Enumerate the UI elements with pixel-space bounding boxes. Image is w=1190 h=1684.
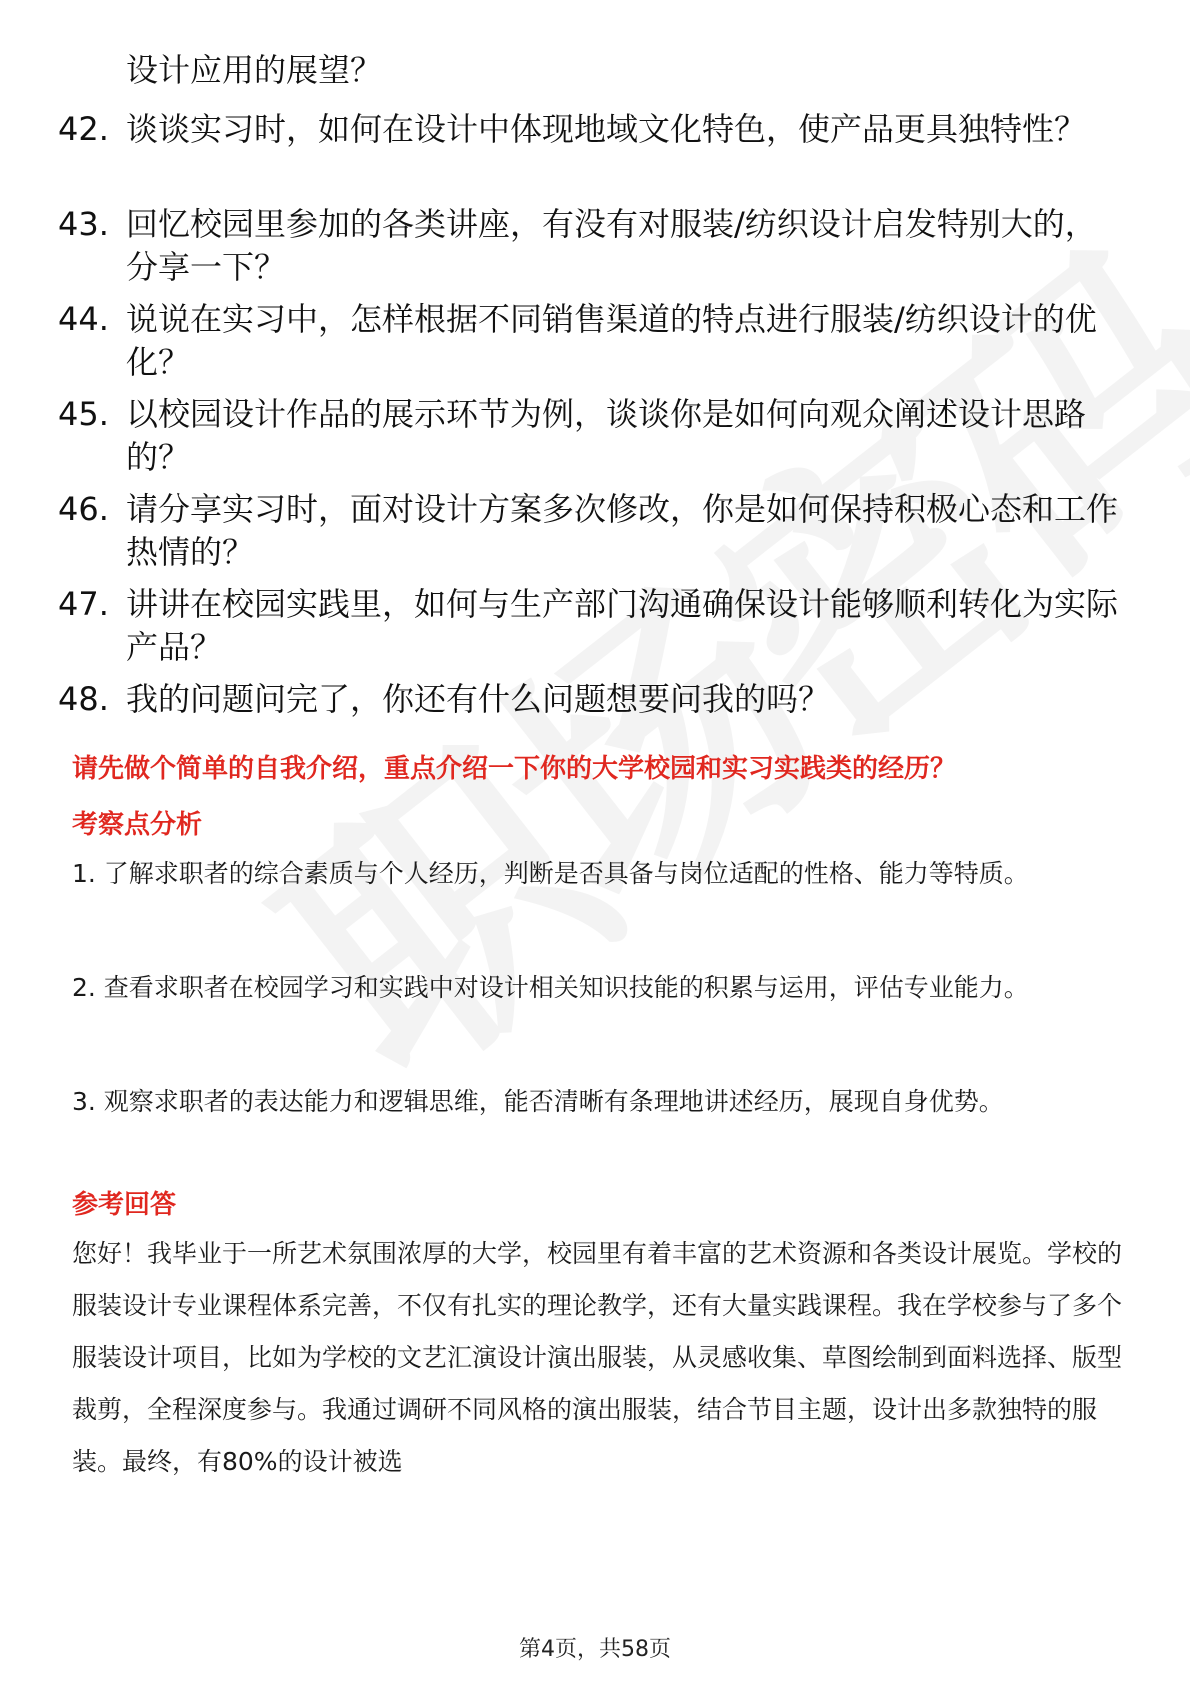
question-text: 以校园设计作品的展示环节为例，谈谈你是如何向观众阐述设计思路的？ (126, 395, 1087, 476)
question-number: 45. (58, 395, 109, 433)
question-text: 我的问题问完了，你还有什么问题想要问我的吗？ (126, 680, 831, 718)
question-text: 讲讲在校园实践里，如何与生产部门沟通确保设计能够顺利转化为实际产品？ (126, 585, 1119, 666)
question-number: 46. (58, 490, 109, 528)
question-text: 请分享实习时，面对设计方案多次修改，你是如何保持积极心态和工作热情的？ (126, 490, 1119, 571)
question-text: 说说在实习中，怎样根据不同销售渠道的特点进行服装/纺织设计的优化？ (126, 300, 1097, 381)
analysis-heading: 考察点分析 (72, 810, 203, 840)
answer-text: 您好！我毕业于一所艺术氛围浓厚的大学，校园里有着丰富的艺术资源和各类设计展览。学校的服装设计专业课程体系完善，不仅有扎实的理论教学，还有大量实践课程。我在学校参与了多个服装设计项目，比如为学校的文艺汇演设计演出服装，从灵感收集、草图绘制到面料选择、版型裁剪，全程深度参与。我通过调研不同风格的演出服装，结合节目主题，设计出多款独特的服装。最终，有80%的设计被选 (72, 1239, 1123, 1476)
analysis-point: 3. 观察求职者的表达能力和逻辑思维，能否清晰有条理地讲述经历，展现自身优势。 (72, 1087, 1004, 1116)
section-question-title: 请先做个简单的自我介绍，重点介绍一下你的大学校园和实习实践类的经历？ (72, 754, 957, 784)
question-number: 43. (58, 205, 109, 243)
question-number: 42. (58, 110, 109, 148)
question-number: 44. (58, 300, 109, 338)
answer-heading: 参考回答 (72, 1190, 177, 1220)
question-number: 47. (58, 585, 109, 623)
question-text: 回忆校园里参加的各类讲座，有没有对服装/纺织设计启发特别大的，分享一下？ (126, 205, 1097, 286)
analysis-point: 2. 查看求职者在校园学习和实践中对设计相关知识技能的积累与运用，评估专业能力。 (72, 973, 1029, 1002)
question-text: 谈谈实习时，如何在设计中体现地域文化特色，使产品更具独特性？ (126, 110, 1087, 148)
question-continuation: 设计应用的展望？ (126, 51, 383, 89)
question-number: 48. (58, 680, 109, 718)
analysis-point: 1. 了解求职者的综合素质与个人经历，判断是否具备与岗位适配的性格、能力等特质。 (72, 859, 1029, 888)
page-number-footer: 第4页，共58页 (519, 1637, 671, 1662)
